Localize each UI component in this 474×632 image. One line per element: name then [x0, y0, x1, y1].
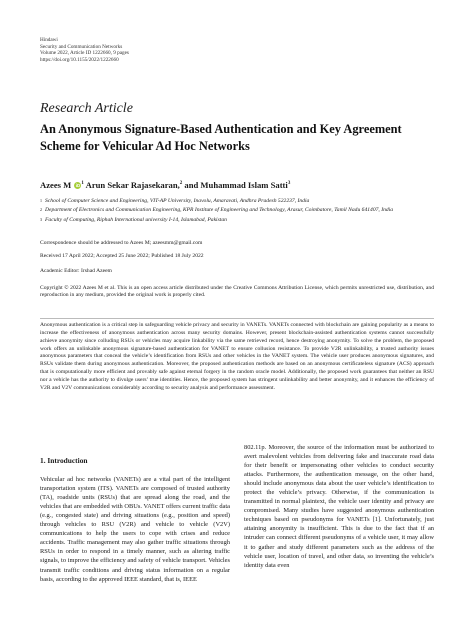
affiliation-number: 1 — [40, 198, 42, 203]
affiliation — [40, 207, 440, 214]
right-column — [244, 443, 434, 570]
publication-dates: Received 17 April 2022; Accepted 25 June 2022; Published 18 July 2022 — [40, 253, 204, 259]
doi-link[interactable]: https://doi.org/10.1155/2022/1222660 — [40, 56, 119, 63]
affiliation — [40, 198, 440, 205]
left-column — [40, 456, 230, 584]
author-name[interactable]: Azees M — [40, 180, 72, 190]
affiliation-number: 3 — [40, 216, 42, 222]
author-name[interactable]: and Muhammad Islam Satti — [184, 180, 288, 190]
affiliation-text: Faculty of Computing, Riphah International university I-14, Islamabad, Pakistan — [45, 216, 227, 223]
section-heading: 1. Introduction — [40, 456, 88, 465]
abstract: Anonymous authentication is a critical step in safeguarding vehicle privacy and security in VANETs. VANETs connected with blockchain are gaining popularity as a means to increase the effectiveness of anonymous authentication across many security domains. However, present blockchain-assisted authentication systems cannot successfully achieve anonymity since colluding RSUs or vehicles may acquire linkability via the same retrieved record, hence destroying anonymity. To solve the problem, the proposed work offers an unlinkable anonymous signature-based authentication for VANET to ensure collusion resistance. To provide V2R unlinkability, a trusted authority issues anonymous parameters that conceal the vehicle’s identification from RSUs and other vehicles in the VANET system. The vehicle user produces anonymous signatures, and RSUs validate them during anonymous authentication. Moreover, the proposed authentication methods are based on an anonymous certificateless signature (ACS) approach that is computationally more efficient and provably safe against eternal forgery in the random oracle model. Additionally, the proposed work guarantees that neither an RSU nor a vehicle has the authority to divulge users’ true identities. Hence, the proposed system has stringent unlinkability and better anonymity, and it enhances the efficiency of V2R and V2V communications considerably according to security analysis and performance assessment. — [40, 322, 434, 391]
journal-header — [40, 37, 129, 63]
body-paragraph: 802.11p. Moreover, the source of the information must be authorized to avert malevolent vehicles from delivering fake and inaccurate road data for their benefit or impersonating other vehicles to conduct security attacks. Furthermore, the authentication message, on the other hand, should include anonymous data about the user vehicle’s identification to protect the vehicle’s privacy. Otherwise, if the communication is transmitted in normal plaintext, the vehicle user identity and privacy are compromised. Many studies have suggested anonymous authentication techniques based on pseudonyms for VANETs [1]. Unfortunately, just attaining anonymity is insufficient. This is due to the fact that if an intruder can connect different pseudonyms of a vehicle user, it may allow it to gather and study different parameters such as the address of the vehicle user, location of travel, and other data, so inventing the vehicle’s identity data even — [244, 444, 434, 569]
author-affil-sup: 2 — [179, 181, 183, 187]
academic-editor: Academic Editor: Irshad Azeem — [40, 268, 112, 274]
copyright-notice: Copyright © 2022 Azees M et al. This is an open access article distributed under the Creative Commons Attribution License, which permits unrestricted use, distribution, and reproduction in any medium, provided the original work is properly cited. — [40, 285, 434, 299]
divider — [40, 318, 434, 319]
article-type: Research Article — [40, 101, 133, 116]
body-paragraph: Vehicular ad hoc networks (VANETs) are a vital part of the intelligent transportation system (ITS). VANETs are composed of trusted authority (TA), roadside units (RSUs) that are spread along the road, and the vehicles that are embedded with OBUs. VANET offers current traffic data (e.g., congested state) and driving situations (e.g., position and speed) through vehicles to RSU (V2R) and vehicle to vehicle (V2V) communications to help the users to cope with crises and reduce accidents. Traffic management may also gather traffic situations through RSUs in order to respond in a timely manner, such as altering traffic signals, to improve the efficiency and safety of vehicle transport. Vehicles transmit traffic conditions and driving status information on a regular basis, according to the approved IEEE standard, that is, IEEE — [40, 476, 230, 583]
correspondence: Correspondence should be addressed to Azees M; azeesmm@gmail.com — [40, 240, 203, 246]
author-affil-sup: 1 — [81, 181, 84, 187]
author-list — [40, 180, 290, 190]
affiliation-text: Department of Electronics and Communication Engineering, KPR Institute of Engineering and Technology, Arasur, Coimbatore, Tamil Nadu 641407, India — [45, 207, 394, 214]
affiliations — [40, 198, 440, 226]
affiliation — [40, 217, 440, 224]
journal-name: Security and Communication Networks — [40, 43, 123, 50]
affiliation-number: 2 — [40, 207, 42, 213]
volume-line: Volume 2022, Article ID 1222660, 9 pages — [40, 50, 129, 57]
author-affil-sup: 3 — [287, 181, 291, 187]
affiliation-text: School of Computer Science and Engineering, VIT-AP University, Inavolu, Amaravati, Andhra Pradesh 522237, India — [45, 198, 310, 204]
publisher-name: Hindawi — [40, 37, 58, 43]
author-name[interactable]: Arun Sekar Rajasekaran, — [85, 180, 180, 190]
paper-title: An Anonymous Signature-Based Authentication and Key Agreement Scheme for Vehicular Ad Hoc Networks — [40, 122, 402, 153]
orcid-icon[interactable]: iD — [75, 183, 81, 188]
